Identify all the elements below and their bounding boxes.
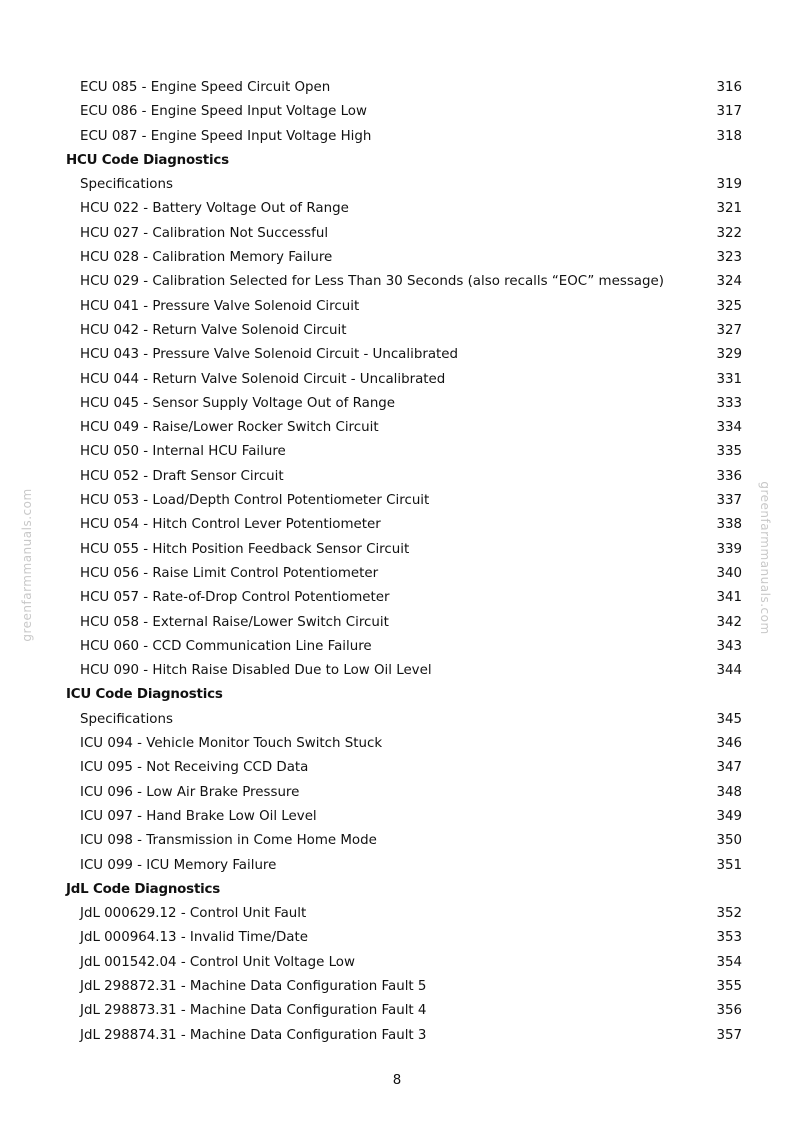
toc-entry-page-number: 346	[716, 736, 742, 752]
toc-entry-title: ECU 085 - Engine Speed Circuit Open	[80, 80, 331, 95]
toc-entry[interactable]	[0, 197, 794, 221]
toc-entry-title: HCU 029 - Calibration Selected for Less Than 30 Seconds (also recalls “EOC” message)	[80, 274, 664, 290]
toc-entry[interactable]	[0, 513, 794, 537]
toc-entry-title: HCU 042 - Return Valve Solenoid Circuit	[80, 322, 347, 338]
toc-entry-page-number: 342	[716, 614, 742, 630]
toc-entry-title: JdL 001542.04 - Control Unit Voltage Low	[80, 954, 355, 970]
toc-entry-title: HCU 053 - Load/Depth Control Potentiometer Circuit	[80, 493, 430, 509]
toc-entry-title: ICU 099 - ICU Memory Failure	[80, 857, 277, 873]
toc-entry[interactable]	[0, 246, 794, 270]
toc-entry-title: HCU 090 - Hitch Raise Disabled Due to Low Oil Level	[80, 663, 432, 679]
toc-entry-page-number: 350	[716, 833, 742, 849]
toc-entry-title: JdL 298874.31 - Machine Data Configuration Fault 3	[80, 1027, 427, 1043]
toc-entry-title: HCU 022 - Battery Voltage Out of Range	[80, 201, 349, 217]
toc-entry[interactable]	[0, 270, 794, 294]
toc-entry-page-number: 351	[716, 857, 742, 873]
toc-entry-page-number: 356	[716, 1003, 742, 1019]
toc-entry[interactable]	[0, 586, 794, 610]
toc-entry-page-number: 334	[716, 420, 742, 436]
toc-entry-page-number: 336	[716, 468, 742, 484]
toc-entry-title: ICU 096 - Low Air Brake Pressure	[80, 784, 300, 800]
toc-entry-title: HCU 049 - Raise/Lower Rocker Switch Circuit	[80, 420, 379, 436]
toc-entry-page-number: 353	[716, 930, 742, 946]
toc-entry[interactable]	[0, 76, 794, 100]
toc-entry-page-number: 327	[716, 322, 742, 338]
toc-entry-title: HCU 052 - Draft Sensor Circuit	[80, 468, 284, 484]
toc-entry[interactable]	[0, 368, 794, 392]
toc-entry[interactable]	[0, 343, 794, 367]
toc-entry[interactable]	[0, 125, 794, 149]
toc-entry-page-number: 335	[716, 444, 742, 460]
toc-entry-page-number: 317	[716, 104, 742, 120]
toc-entry[interactable]	[0, 416, 794, 440]
toc-entry[interactable]	[0, 611, 794, 635]
toc-entry-page-number: 337	[716, 493, 742, 509]
toc-entry-title: HCU 044 - Return Valve Solenoid Circuit - Uncalibrated	[80, 371, 446, 387]
toc-entry[interactable]	[0, 562, 794, 586]
toc-entry-page-number: 329	[716, 347, 742, 363]
toc-entry-title: HCU 055 - Hitch Position Feedback Sensor Circuit	[80, 541, 410, 557]
toc-section-heading	[0, 683, 794, 707]
toc-entry-title: ICU 097 - Hand Brake Low Oil Level	[80, 808, 317, 824]
toc-entry-page-number: 352	[716, 906, 742, 922]
toc-entry-page-number: 348	[716, 784, 742, 800]
toc-entry-title: ICU 095 - Not Receiving CCD Data	[80, 760, 309, 776]
watermark-right: greenfarmmanuals.com	[758, 481, 772, 635]
toc-entry-page-number: 322	[716, 225, 742, 241]
toc-entry[interactable]	[0, 999, 794, 1023]
toc-entry[interactable]	[0, 465, 794, 489]
toc-entry-page-number: 316	[716, 80, 742, 95]
toc-entry-title: HCU 045 - Sensor Supply Voltage Out of Range	[80, 395, 396, 411]
table-of-contents	[0, 76, 794, 1048]
toc-entry[interactable]	[0, 854, 794, 878]
toc-entry[interactable]	[0, 902, 794, 926]
toc-entry[interactable]	[0, 659, 794, 683]
toc-entry-title: HCU 050 - Internal HCU Failure	[80, 444, 286, 460]
toc-entry-title: JdL 298873.31 - Machine Data Configuration Fault 4	[80, 1003, 427, 1019]
toc-entry[interactable]	[0, 635, 794, 659]
toc-entry-page-number: 340	[716, 565, 742, 581]
toc-entry-title: HCU 060 - CCD Communication Line Failure	[80, 638, 372, 654]
toc-entry-page-number: 347	[716, 760, 742, 776]
toc-entry[interactable]	[0, 392, 794, 416]
toc-entry-title: HCU 058 - External Raise/Lower Switch Circuit	[80, 614, 389, 630]
toc-entry-title: Specifications	[80, 177, 173, 193]
section-heading-title: HCU Code Diagnostics	[66, 152, 229, 168]
toc-entry-title: ECU 086 - Engine Speed Input Voltage Low	[80, 104, 367, 120]
toc-entry-page-number: 325	[716, 298, 742, 314]
toc-entry[interactable]	[0, 440, 794, 464]
toc-entry-page-number: 321	[716, 201, 742, 217]
toc-entry-page-number: 323	[716, 250, 742, 266]
toc-entry-title: JdL 000964.13 - Invalid Time/Date	[80, 930, 308, 946]
toc-entry-page-number: 318	[716, 128, 742, 144]
toc-entry-title: JdL 000629.12 - Control Unit Fault	[80, 906, 307, 922]
watermark-left: greenfarmmanuals.com	[20, 488, 34, 642]
toc-entry[interactable]	[0, 538, 794, 562]
toc-entry-title: Specifications	[80, 711, 173, 727]
section-heading-title: ICU Code Diagnostics	[66, 687, 223, 703]
toc-entry-title: ICU 098 - Transmission in Come Home Mode	[80, 833, 377, 849]
toc-entry[interactable]	[0, 829, 794, 853]
toc-entry-page-number: 333	[716, 395, 742, 411]
toc-entry[interactable]	[0, 222, 794, 246]
toc-section-heading	[0, 878, 794, 902]
toc-entry-page-number: 331	[716, 371, 742, 387]
toc-entry[interactable]	[0, 708, 794, 732]
toc-entry[interactable]	[0, 319, 794, 343]
toc-entry-title: HCU 054 - Hitch Control Lever Potentiometer	[80, 517, 381, 533]
toc-entry-title: HCU 043 - Pressure Valve Solenoid Circuit - Uncalibrated	[80, 347, 459, 363]
toc-entry-title: HCU 027 - Calibration Not Successful	[80, 225, 329, 241]
toc-entry-title: JdL 298872.31 - Machine Data Configuration Fault 5	[80, 978, 427, 994]
toc-entry[interactable]	[0, 975, 794, 999]
toc-entry-page-number: 344	[716, 663, 742, 679]
toc-entry-page-number: 324	[716, 274, 742, 290]
toc-entry[interactable]	[0, 1024, 794, 1048]
toc-entry-page-number: 349	[716, 808, 742, 824]
toc-entry-title: HCU 057 - Rate-of-Drop Control Potentiometer	[80, 590, 390, 606]
toc-entry-title: ICU 094 - Vehicle Monitor Touch Switch Stuck	[80, 736, 383, 752]
toc-entry[interactable]	[0, 951, 794, 975]
toc-entry[interactable]	[0, 489, 794, 513]
toc-entry[interactable]	[0, 732, 794, 756]
toc-entry-page-number: 355	[716, 978, 742, 994]
toc-entry[interactable]	[0, 926, 794, 950]
toc-entry[interactable]	[0, 756, 794, 780]
toc-entry-page-number: 345	[716, 711, 742, 727]
toc-entry-title: HCU 056 - Raise Limit Control Potentiometer	[80, 565, 379, 581]
page-number: 8	[392, 1073, 402, 1088]
toc-section-heading	[0, 149, 794, 173]
toc-entry-page-number: 343	[716, 638, 742, 654]
toc-entry-title: HCU 041 - Pressure Valve Solenoid Circuit	[80, 298, 360, 314]
toc-entry[interactable]	[0, 781, 794, 805]
toc-entry-page-number: 357	[716, 1027, 742, 1043]
toc-entry-title: ECU 087 - Engine Speed Input Voltage High	[80, 128, 372, 144]
toc-entry-page-number: 338	[716, 517, 742, 533]
toc-entry[interactable]	[0, 805, 794, 829]
toc-entry-title: HCU 028 - Calibration Memory Failure	[80, 250, 333, 266]
toc-entry[interactable]	[0, 295, 794, 319]
toc-entry-page-number: 341	[716, 590, 742, 606]
section-heading-title: JdL Code Diagnostics	[66, 881, 221, 897]
toc-entry-page-number: 319	[716, 177, 742, 193]
toc-entry[interactable]	[0, 173, 794, 197]
toc-entry[interactable]	[0, 100, 794, 124]
toc-entry-page-number: 339	[716, 541, 742, 557]
toc-entry-page-number: 354	[716, 954, 742, 970]
